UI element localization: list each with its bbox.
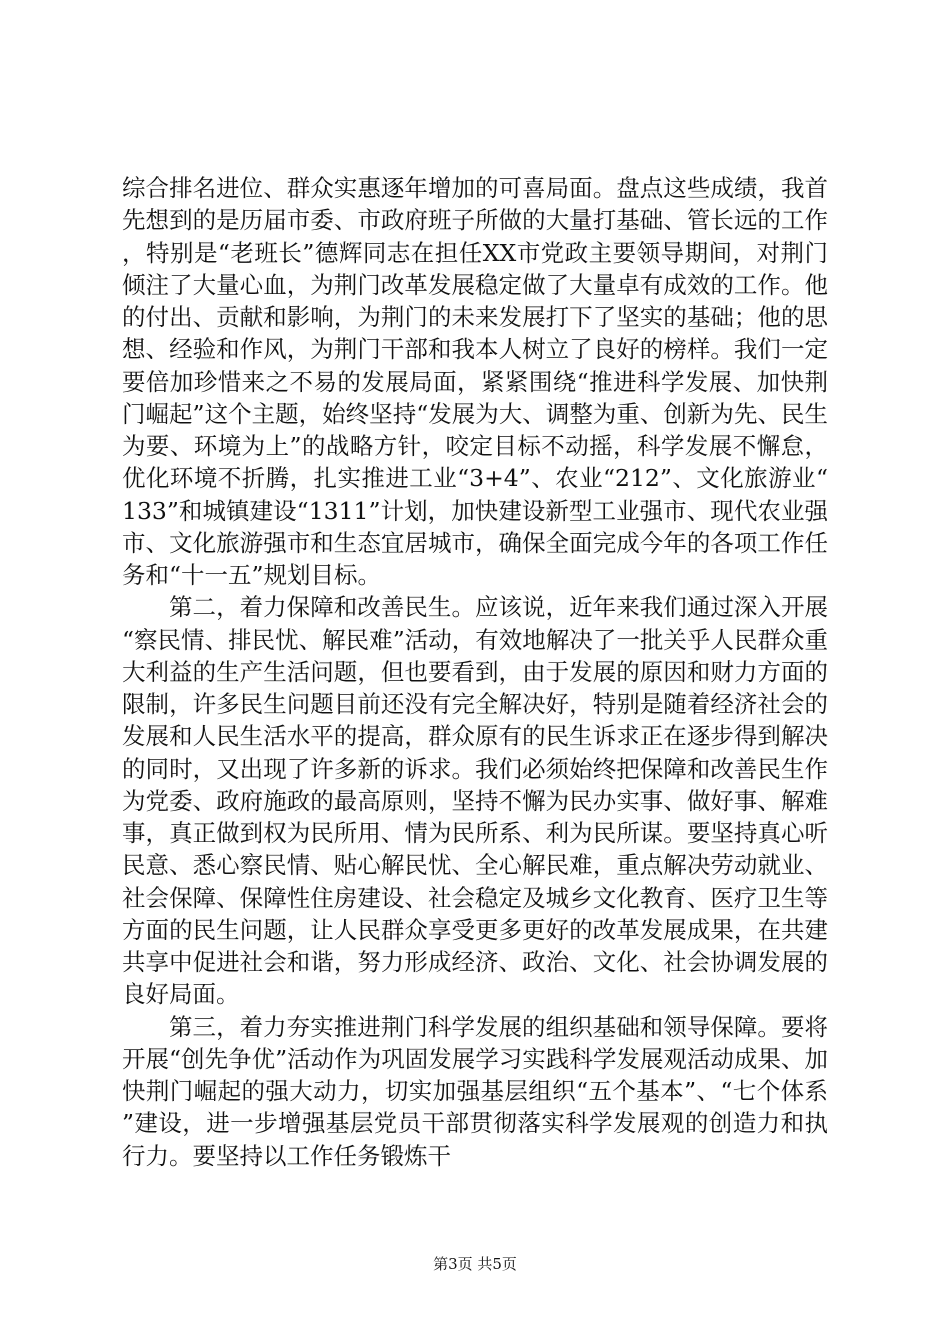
paragraph-continued: 综合排名进位、群众实惠逐年增加的可喜局面。盘点这些成绩，我首先想到的是历届市委、市政府班子所做的大量打基础、管长远的工作，特别是“老班长”德辉同志在担任XX市党政主要领导期间，对荆门倾注了大量心血，为荆门改革发展稳定做了大量卓有成效的工作。他的付出、贡献和影响，为荆门的未来发展打下了坚实的基础；他的思想、经验和作风，为荆门干部和我本人树立了良好的榜样。我们一定要倍加珍惜来之不易的发展局面，紧紧围绕“推进科学发展、加快荆门崛起”这个主题，始终坚持“发展为大、调整为重、创新为先、民生为要、环境为上”的战略方针，咬定目标不动摇，科学发展不懈怠，优化环境不折腾，扎实推进工业“3+4”、农业“212”、文化旅游业“133”和城镇建设“1311”计划，加快建设新型工业强市、现代农业强市、文化旅游强市和生态宜居城市，确保全面完成今年的各项工作任务和“十一五”规划目标。: [122, 174, 828, 589]
paragraph-second-point: 第二，着力保障和改善民生。应该说，近年来我们通过深入开展“察民情、排民忧、解民难”活动，有效地解决了一批关乎人民群众重大利益的生产生活问题，但也要看到，由于发展的原因和财力方面的限制，许多民生问题目前还没有完全解决好，特别是随着经济社会的发展和人民生活水平的提高，群众原有的民生诉求正在逐步得到解决的同时，又出现了许多新的诉求。我们必须始终把保障和改善民生作为党委、政府施政的最高原则，坚持不懈为民办实事、做好事、解难事，真正做到权为民所用、情为民所系、利为民所谋。要坚持真心听民意、悉心察民情、贴心解民忧、全心解民难，重点解决劳动就业、社会保障、保障性住房建设、社会稳定及城乡文化教育、医疗卫生等方面的民生问题，让人民群众享受更多更好的改革发展成果，在共建共享中促进社会和谐，努力形成经济、政治、文化、社会协调发展的良好局面。: [122, 593, 828, 1009]
document-body: [122, 172, 828, 1172]
page-number-footer: 第3页 共5页: [433, 1255, 517, 1273]
paragraph-third-point: 第三，着力夯实推进荆门科学发展的组织基础和领导保障。要将开展“创先争优”活动作为巩固发展学习实践科学发展观活动成果、加快荆门崛起的强大动力，切实加强基层组织“五个基本”、“七个体系”建设，进一步增强基层党员干部贯彻落实科学发展观的创造力和执行力。要坚持以工作任务锻炼干: [122, 1012, 828, 1170]
